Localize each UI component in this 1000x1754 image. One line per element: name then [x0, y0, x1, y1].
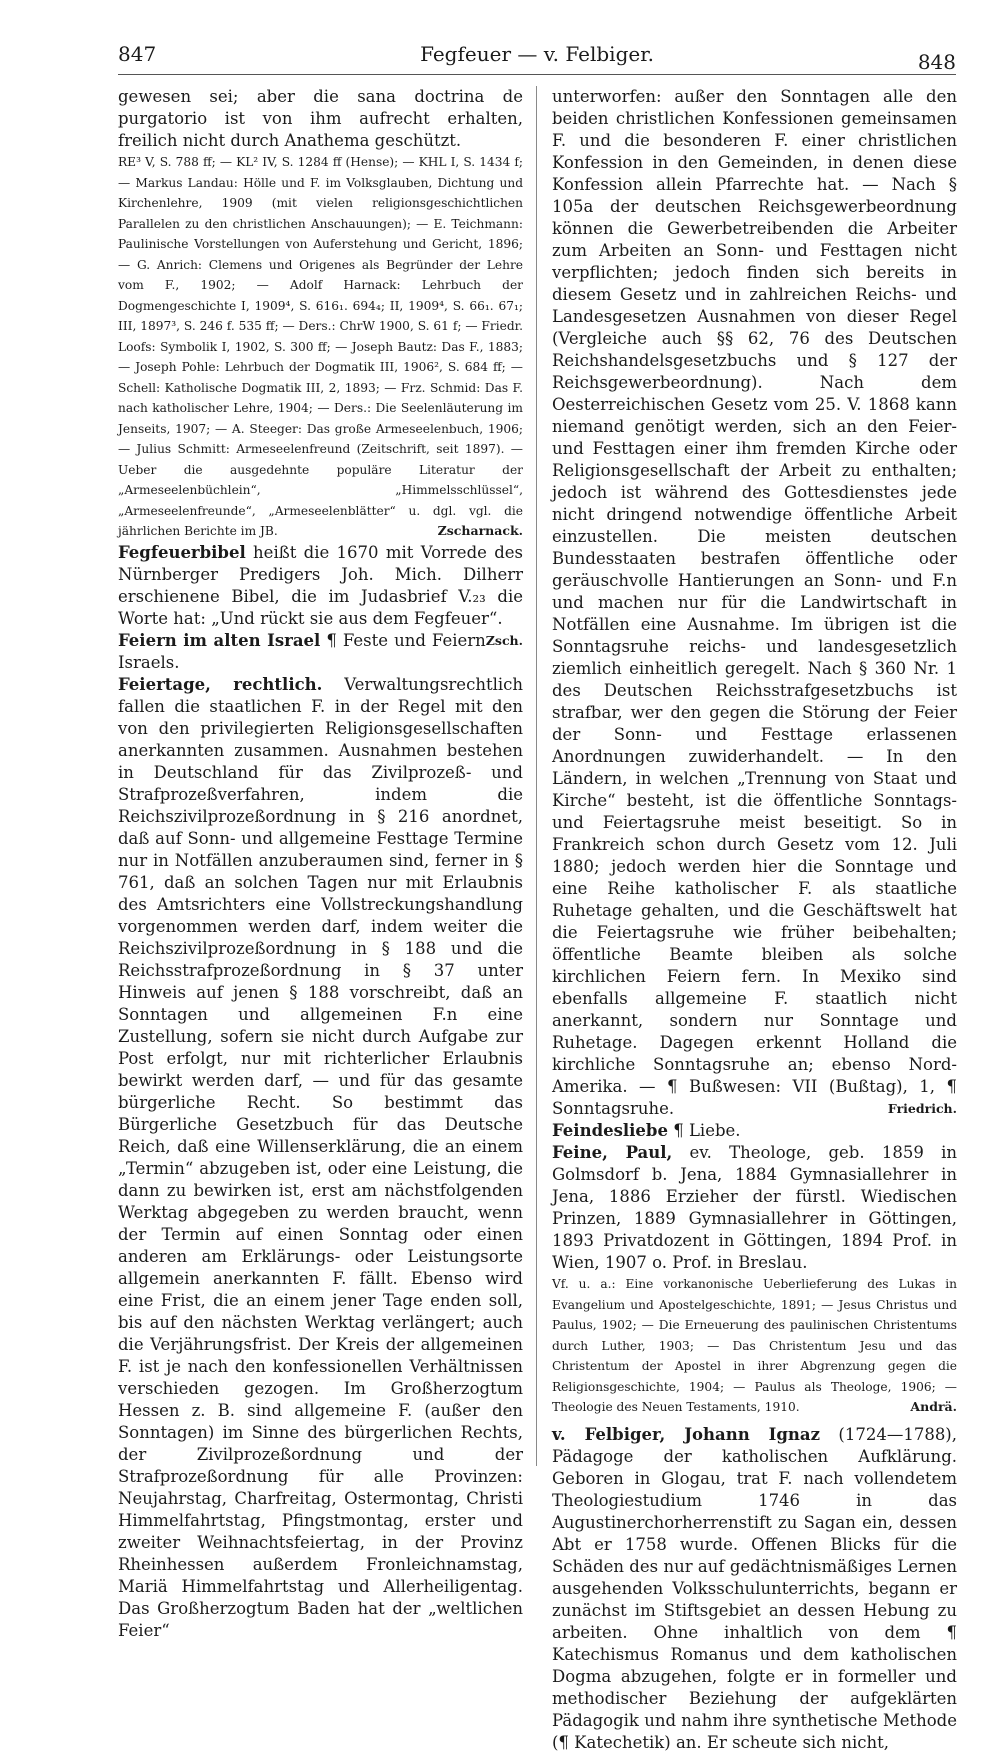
entry-headword: Feindesliebe [552, 1121, 668, 1140]
page-number-right: 848 [917, 50, 956, 74]
column-divider [536, 86, 537, 1466]
cross-reference: ¶ Liebe. [673, 1121, 741, 1140]
author-signature: Zsch. [485, 632, 523, 648]
entry-text: (1724—1788), Pädagoge der katholischen Aufklärung. Geboren in Glogau, trat F. nach vollendetem Theologiestudium 1746 in das Augustinerchorherrenstift zu Sagan ein, dessen Abt er 1758 wurde. Offenen Blicks für die Schäden des nur auf gedächtnismäßiges Lernen ausgehenden Volksschulunterrichts, begann er zunächst im Stiftsgebiet an dessen Hebung zu arbeiten. Ohne inhaltlich von dem ¶ Katechismus Romanus und dem katholischen Dogma abzugehen, folgte er in formeller und methodischer Beziehung der aufgeklärten Pädagogik und nahm ihre synthetische Methode (¶ Katechetik) an. Er scheute sich nicht, [552, 1424, 957, 1752]
page-number-left: 847 [118, 42, 157, 66]
author-signature: Friedrich. [887, 1101, 957, 1116]
page-header [118, 40, 956, 74]
left-column [118, 86, 523, 1642]
entry-felbiger [552, 1424, 957, 1754]
literature-text: Vf. u. a.: Eine vorkanonische Ueberlieferung des Lukas in Evangelium und Apostelgeschichte, 1891; — Jesus Christus und Paulus, 1902; — Die Erneuerung des paulinischen Christentums durch Luther, 1903; — Das Christentum Jesu und das Christentum der Apostel in ihrer Abgrenzung gegen die Religionsgeschichte, 1904; — Paulus als Theologe, 1906; — Theologie des Neuen Testaments, 1910. [552, 1277, 957, 1414]
entry-text: heißt die 1670 mit Vorrede des Nürnberger Predigers Joh. Mich. Dilherr erschienene Bibel, die im Judasbrief V.₂₃ die Worte hat: „Und rückt sie aus dem Fegfeuer“. [118, 542, 523, 628]
author-signature: Andrä. [910, 1399, 957, 1414]
continued-paragraph: gewesen sei; aber die sana doctrina de purgatorio ist von ihm aufrecht erhalten, freilich nicht durch Anathema geschützt. [118, 87, 523, 150]
entry-text: unterworfen: außer den Sonntagen alle den beiden christlichen Konfessionen gemeinsamen F. und die besonderen F. einer christlichen Konfession in den Gemeinden, in denen diese Konfession allein Pfarrechte hat. — Nach § 105a der deutschen Reichsgewerbeordnung können die Gewerbetreibenden die Arbeiter zum Arbeiten an Sonn- und Festtagen nicht verpflichten; jedoch finden sich bereits in diesem Gesetz und in zahlreichen Reichs- und Landesgesetzen Ausnahmen von dieser Regel (Vergleiche auch §§ 62, 76 des Deutschen Reichshandelsgesetzbuchs und § 127 der Reichsgewerbeordnung). Nach dem Oesterreichischen Gesetz vom 25. V. 1868 kann niemand genötigt werden, sich an den Feier- und Festtagen einer ihm fremden Kirche oder Religionsgesellschaft der Arbeit zu enthalten; jedoch ist während des Gottesdienstes jede nicht dringend notwendige öffentliche Arbeit einzustellen. Die meisten deutschen Bundesstaaten bestrafen öffentliche oder geräuschvolle Hantierungen an Sonn- und F.n und machen nur für die Landwirtschaft in Notfällen eine Ausnahme. Im übrigen ist die Sonntagsruhe reichs- und landesgesetzlich ziemlich einheitlich geregelt. Nach § 360 Nr. 1 des Deutschen Reichsstrafgesetzbuchs ist strafbar, wer den gegen die Störung der Feier der Sonn- und Festtage erlassenen Anordnungen zuwiderhandelt. — In den Ländern, in welchen „Trennung von Staat und Kirche“ besteht, ist die öffentliche Sonntags- und Feiertagsruhe meist beseitigt. So in Frankreich schon durch Gesetz vom 12. Juli 1880; jedoch werden hier die Sonntage und eine Reihe katholischer F. als staatliche Ruhetage gehalten, und die Geschäftswelt hat die Feiertagsruhe wie früher beibehalten; öffentliche Beamte bleiben als solche kirchlichen Feiern fern. In Mexiko sind ebenfalls allgemeine F. staatlich nicht anerkannt, sondern nur Sonntage und Ruhetage. Dagegen erkennt Holland die kirchliche Sonntagsruhe an; ebenso Nord-Amerika. — ¶ Bußwesen: VII (Bußtag), 1, ¶ Sonntagsruhe. [552, 87, 957, 1118]
entry-headword: Feiertage, rechtlich. [118, 674, 323, 694]
entry-text: ev. Theologe, geb. 1859 in Golmsdorf b. Jena, 1884 Gymnasiallehrer in Jena, 1886 Erzieher der fürstl. Wiedischen Prinzen, 1889 Gymnasiallehrer in Göttingen, 1893 Privatdozent in Göttingen, 1894 Prof. in Wien, 1907 o. Prof. in Breslau. [552, 1143, 957, 1272]
literature-block [118, 152, 523, 542]
entry-feine [552, 1142, 957, 1274]
entry-headword: Feine, Paul, [552, 1143, 673, 1162]
entry-headword: Fegfeuerbibel [118, 542, 246, 562]
author-signature: Zscharnack. [437, 523, 523, 538]
entry-feindesliebe [552, 1120, 957, 1142]
entry-feiertage [118, 674, 523, 1642]
running-title: Fegfeuer — v. Felbiger. [420, 42, 654, 66]
entry-feiertage-continued [552, 86, 957, 1120]
literature-text: RE³ V, S. 788 ff; — KL² IV, S. 1284 ff (Hense); — KHL I, S. 1434 f; — Markus Landau: Hölle und F. im Volksglauben, Dichtung und Kirchenlehre, 1909 (mit vielen religionsgeschichtlichen Parallelen zu den christlichen Anschauungen); — E. Teichmann: Paulinische Vorstellungen von Auferstehung und Gericht, 1896; — G. Anrich: Clemens und Origenes als Begründer der Lehre vom F., 1902; — Adolf Harnack: Lehrbuch der Dogmengeschichte I, 1909⁴, S. 616₁. 694₄; II, 1909⁴, S. 66₁. 67₁; III, 1897³, S. 246 f. 535 ff; — Ders.: ChrW 1900, S. 61 f; — Friedr. Loofs: Symbolik I, 1902, S. 300 ff; — Joseph Bautz: Das F., 1883; — Joseph Pohle: Lehrbuch der Dogmatik III, 1906², S. 684 ff; — Schell: Katholische Dogmatik III, 2, 1893; — Frz. Schmid: Das F. nach katholischer Lehre, 1904; — Ders.: Die Seelenläuterung im Jenseits, 1907; — A. Steeger: Das große Armeseelenbuch, 1906; — Julius Schmitt: Armeseelenfreund (Zeitschrift, seit 1897). — Ueber die ausgedehnte populäre Literatur der „Armeseelenbüchlein“, „Himmelsschlüssel“, „Armeseelenfreunde“, „Armeseelenblätter“ u. dgl. vgl. die jährlichen Berichte im JB. [118, 155, 523, 538]
right-column [552, 86, 957, 1754]
entry-feiern-israel [118, 630, 523, 674]
entry-headword: Feiern im alten Israel [118, 630, 321, 650]
header-rule [118, 74, 956, 75]
entry-headword: v. Felbiger, Johann Ignaz [552, 1424, 820, 1444]
entry-text: Verwaltungsrechtlich fallen die staatlichen F. in der Regel mit den von den privilegierten Religionsgesellschaften anerkannten zusammen. Ausnahmen bestehen in Deutschland für das Zivilprozeß- und Strafprozeßverfahren, indem die Reichszivilprozeßordnung in § 216 anordnet, daß auf Sonn- und allgemeine Festtage Termine nur in Notfällen anzuberaumen sind, ferner in § 761, daß an solchen Tagen nur mit Erlaubnis des Amtsrichters eine Vollstreckungshandlung vorgenommen werden darf, indem weiter die Reichszivilprozeßordnung in § 188 und die Reichsstrafprozeßordnung in § 37 unter Hinweis auf jenen § 188 vorschreibt, daß an Sonntagen und allgemeinen F.n eine Zustellung, sofern sie nicht durch Aufgabe zur Post erfolgt, nur mit richterlicher Erlaubnis bewirkt werden darf, — und für das gesamte bürgerliche Recht. So bestimmt das Bürgerliche Gesetzbuch für das Deutsche Reich, daß eine Willenserklärung, die an einem „Termin“ abzugeben ist, oder eine Leistung, die dann zu bewirken ist, erst am nächstfolgenden Werktag abgegeben zu werden braucht, wenn der Termin auf einen Sonntag oder einen anderen am Erklärungs- oder Leistungsorte allgemein anerkannten F. fällt. Ebenso wird eine Frist, die an einem jener Tage enden soll, bis auf den nächsten Werktag verlängert; auch die Verjährungsfrist. Der Kreis der allgemeinen F. ist je nach den konfessionellen Verhältnissen verschieden gezogen. Im Großherzogtum Hessen z. B. sind allgemeine F. (außer den Sonntagen) im Sinne des bürgerlichen Rechts, der Zivilprozeßordnung und der Strafprozeßordnung für alle Provinzen: Neujahrstag, Charfreitag, Ostermontag, Christi Himmelfahrtstag, Pfingstmontag, erster und zweiter Weihnachtsfeiertag, in der Provinz Rheinhessen außerdem Fronleichnamstag, Mariä Himmelfahrtstag und Allerheiligentag. Das Großherzogtum Baden hat der „weltlichen Feier“ [118, 674, 523, 1640]
literature-block [552, 1274, 957, 1418]
cross-reference: ¶ Feste und Feiern Israels. [118, 630, 486, 672]
